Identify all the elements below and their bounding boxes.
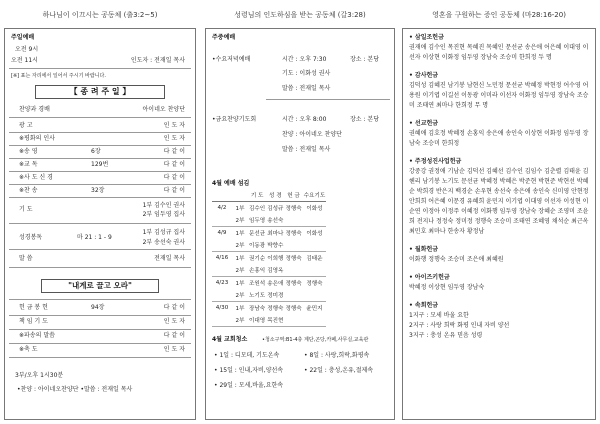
table-cell: 1부 — [235, 281, 245, 287]
prayer-label: 기 도 — [19, 206, 33, 213]
offering-names: 김덕성 김혜진 남기봉 남현신 노민정 문선균 박혜정 박현정 어수영 어용원 이기엽 이길선 이동광 이미라 이선자 이화정 임두영 장남숙 조승미 조태연 최마나 한희정 무 명 — [409, 82, 589, 109]
table-cell: 최마나 — [267, 231, 284, 237]
header-center: 성령님의 인도하심을 받는 공동체 (갈3:28) — [234, 11, 366, 19]
table-row — [212, 239, 326, 252]
wed-prayer: 기도 : 이화성 권사 — [282, 70, 331, 77]
offering-names: 권재애 김수인 목진현 목혜진 목혜인 문선균 송은애 어은혜 이대영 이선자 이상현 이화정 임두영 장남숙 조승미 한희정 두 명 — [409, 44, 589, 61]
table-cell: 2부 — [235, 218, 245, 224]
table-cell: 김수인 — [249, 206, 266, 212]
divider — [9, 329, 191, 330]
panel-title: 주중예배 — [212, 34, 236, 41]
clean-item: • 29일 : 모세,바울,요한속 — [214, 382, 284, 389]
clean-item: • 8일 : 사랑,희락,화평속 — [304, 352, 370, 359]
table-row — [212, 264, 326, 277]
table-cell: 정행숙 — [285, 231, 302, 237]
table-row — [212, 277, 326, 290]
order-leader: 인 도 자 — [163, 122, 185, 129]
order-leader: 인 도 자 — [163, 135, 185, 142]
table-cell: 이대영 — [249, 318, 266, 324]
third-service-time: 3부/오후 1시30분 — [15, 372, 64, 379]
offering-section — [409, 245, 589, 265]
divider — [9, 117, 191, 118]
offering-names: 박혜정 이상현 임두영 장남숙 — [409, 284, 485, 291]
col-offering: 헌 금 — [284, 189, 302, 202]
order-hymn: 129번 — [91, 161, 109, 168]
divider — [9, 158, 191, 159]
table-cell: 4/2 — [217, 205, 227, 211]
table-cell: 이화성 — [306, 206, 323, 212]
table-cell — [284, 264, 302, 277]
offering-section — [409, 33, 589, 63]
col-wed: 수요기도 — [303, 189, 327, 202]
fri-praise: 찬양 : 아이네오 찬양단 — [282, 131, 342, 138]
offering-names: 이화행 정행숙 조승미 조은애 최혜원 — [409, 256, 504, 263]
table-cell: 정행숙 — [285, 281, 302, 287]
clean-title: 4월 교회청소 — [212, 336, 248, 343]
wed-time: 시간 : 오후 7:30 — [282, 56, 327, 63]
order-hymn: 94장 — [91, 304, 105, 311]
order-leader: 다 같 이 — [163, 304, 185, 311]
table-cell: 4/9 — [217, 230, 227, 236]
standing-note: [※] 표는 자리에서 일어서 주시기 바랍니다. — [11, 73, 106, 79]
order-label: ※송 영 — [19, 148, 38, 155]
table-cell: 2부 — [235, 243, 245, 249]
reading-label: 성경봉독 — [19, 234, 43, 241]
table-cell: 이동광 — [249, 243, 266, 249]
offering-title: • 감사헌금 — [409, 72, 439, 79]
table-cell — [284, 289, 302, 302]
offering-section — [409, 301, 589, 341]
divider — [9, 249, 191, 250]
table-cell — [212, 239, 232, 252]
wed-place: 장소 : 본당 — [350, 56, 380, 63]
wed-word: 말씀 : 전재일 목사 — [282, 85, 331, 92]
offering-names: 1지구 : 모세 바울 요한 2지구 : 사랑 희락 화평 인내 자비 양선 3지구 : 충성 온유 믿음 성령 — [409, 312, 510, 339]
table-cell: 노기도 — [249, 293, 266, 299]
order-leader: 인 도 자 — [163, 318, 185, 325]
table-row — [212, 302, 326, 315]
offering-title: • 선교헌금 — [409, 120, 439, 127]
table-row — [212, 214, 326, 227]
table-cell: 2부 — [235, 268, 245, 274]
offering-names: 권혜애 김호정 박혜정 손홍익 송은애 송인숙 이상현 이화정 임두영 장남숙 조승미 한희정 — [409, 130, 589, 147]
divider — [9, 343, 191, 344]
table-cell — [303, 289, 327, 302]
header-left: 하나님이 이끄시는 공동체 (출3:2~5) — [42, 11, 158, 19]
order-label: ※사 도 신 경 — [19, 174, 53, 181]
table-cell — [284, 214, 302, 227]
header-right: 영혼을 구원하는 증인 공동체 (마28:16-20) — [432, 11, 566, 19]
banner-title: 【 종 려 주 일 】 — [69, 87, 131, 96]
schedule-table — [212, 189, 326, 327]
time-first: 오전 9시 — [15, 46, 39, 53]
order-label: ※평화의 인사 — [19, 135, 55, 142]
fri-time: 시간 : 오후 8:00 — [282, 116, 327, 123]
order-label: ※찬 송 — [19, 187, 38, 194]
table-cell: 1부 — [235, 306, 245, 312]
order-leader: 다 같 이 — [163, 174, 185, 181]
praise-label: 찬양과 경배 — [19, 106, 50, 113]
clean-item: • 15일 : 인내,자비,양선속 — [214, 367, 284, 374]
order-label: ※교 독 — [19, 161, 38, 168]
table-cell — [284, 314, 302, 327]
table-cell: 권기순 — [249, 256, 266, 262]
weekday-service-panel — [205, 28, 395, 420]
offering-panel — [402, 28, 596, 420]
divider — [9, 197, 191, 198]
divider — [9, 184, 191, 185]
order-leader: 인 도 자 — [163, 346, 185, 353]
table-cell: 4/23 — [215, 280, 229, 286]
table-cell: 문선균 — [249, 231, 266, 237]
order-hymn: 6장 — [91, 148, 101, 155]
table-cell: 김성규 — [267, 206, 284, 212]
sermon-preacher: 전재일 목사 — [154, 255, 185, 262]
time-second: 오전 11시 — [11, 57, 38, 64]
table-cell: 조원석 — [249, 281, 266, 287]
table-cell — [212, 289, 232, 302]
divider — [266, 99, 390, 100]
table-cell: 정미경 — [267, 293, 284, 299]
table-cell: 손홍익 — [249, 268, 266, 274]
table-cell: 정행숙 — [285, 306, 302, 312]
table-cell: 김태운 — [306, 256, 323, 262]
table-cell: 박향수 — [267, 243, 284, 249]
divider — [9, 267, 191, 268]
table-cell: 송선숙 — [267, 218, 284, 224]
preacher: 인도자 : 전재일 목사 — [130, 57, 185, 64]
table-row — [212, 252, 326, 265]
table-cell — [284, 239, 302, 252]
fri-label: •금요찬양기도회 — [212, 116, 257, 123]
order-leader: 다 같 이 — [163, 161, 185, 168]
offering-section — [409, 119, 589, 149]
order-leader: 다 같 이 — [163, 148, 185, 155]
table-row — [212, 289, 326, 302]
table-cell — [212, 314, 232, 327]
offering-names: 강중강 권정애 기남순 김덕선 김혜선 김수인 김임수 김춘렬 김태윤 김헨리 남기봉 노기도 문선균 박혜정 박혜은 박준현 박현준 박현선 박혜순 박희경 반은지 백경순 손우현 송선숙 송은애 송인숙 신미영 안현정 안희희 어은혜 이문경 유혜희 윤민지 이기엽 이대영 이선자 이성현 이순연 이정아 이정주 이혜정 이화행 임두영 장남숙 장혜순 조영미 조윤희 전지나 정정숙 정미정 정행숙 조승미 조태연 조혜영 채석순 최근옥 최민호 최마나 한송자 황정남 — [409, 168, 591, 235]
table-cell: 장남숙 — [249, 306, 266, 312]
reading-1: 1부 김성규 집사 — [142, 229, 185, 236]
table-cell — [303, 264, 327, 277]
order-label: 책 임 기 도 — [19, 318, 48, 325]
table-cell: 4/30 — [215, 305, 229, 311]
divider — [9, 299, 191, 300]
offering-title: • 속회헌금 — [409, 302, 439, 309]
praise-leader: 아이네오 찬양단 — [142, 106, 185, 113]
table-cell: 1부 — [235, 206, 245, 212]
table-cell: 김영옥 — [267, 268, 284, 274]
offering-title: • 삼일조헌금 — [409, 34, 444, 41]
prayer-2: 2부 임두영 집사 — [142, 211, 185, 218]
order-leader: 다 같 이 — [163, 187, 185, 194]
table-cell: 송은애 — [267, 281, 284, 287]
table-cell: 이희행 — [267, 256, 284, 262]
table-cell: 정행숙 — [267, 306, 284, 312]
clean-item: • 1일 : 디모데, 기도온속 — [214, 352, 280, 359]
table-cell: 정행숙 — [306, 281, 323, 287]
table-cell: 1부 — [235, 231, 245, 237]
table-cell — [212, 214, 232, 227]
wed-label: •수요저녁예배 — [212, 56, 251, 63]
offering-title: • 주정성진사업헌금 — [409, 158, 462, 165]
col-bible: 성 경 — [266, 189, 284, 202]
clean-item: • 22일 : 충성,온유,절제속 — [304, 367, 374, 374]
fri-place: 장소 : 본당 — [350, 116, 380, 123]
offering-title: • 아이즈키헌금 — [409, 274, 450, 281]
offering-section — [409, 71, 589, 111]
table-cell — [212, 264, 232, 277]
divider — [9, 223, 191, 224]
col-prayer: 기 도 — [248, 189, 266, 202]
table-cell: 2부 — [235, 318, 245, 324]
table-cell: 2부 — [235, 293, 245, 299]
order-label: 광 고 — [19, 122, 33, 129]
table-row — [212, 202, 326, 215]
divider — [9, 68, 191, 69]
divider — [9, 315, 191, 316]
table-cell: 1부 — [235, 256, 245, 262]
order-leader: 다 같 이 — [163, 332, 185, 339]
divider — [9, 171, 191, 172]
third-service-info: •찬양 : 아이네오찬양단 •말씀 : 전재일 목사 — [17, 386, 133, 393]
order-label: ※축 도 — [19, 346, 38, 353]
table-row — [212, 227, 326, 240]
sermon-label: 말 씀 — [19, 255, 33, 262]
sunday-service-panel — [4, 28, 196, 420]
table-cell: 정행숙 — [285, 206, 302, 212]
reading-2: 2부 송선숙 권사 — [142, 239, 185, 246]
schedule-title: 4월 예배 섬김 — [212, 180, 250, 187]
divider — [9, 132, 191, 133]
table-cell: 4/16 — [215, 255, 229, 261]
panel-title: 주일예배 — [11, 34, 35, 41]
offering-section — [409, 273, 589, 293]
prayer-1: 1부 김수인 권사 — [142, 202, 185, 209]
fri-word: 말씀 : 전재일 목사 — [282, 146, 331, 153]
order-label: ※파송의 말씀 — [19, 332, 55, 339]
table-cell: 정행숙 — [285, 256, 302, 262]
table-row — [212, 314, 326, 327]
divider — [9, 357, 191, 358]
offering-title: • 월화헌금 — [409, 246, 439, 253]
order-hymn: 32장 — [91, 187, 105, 194]
sermon-title: "내게로 끌고 오라" — [68, 281, 132, 290]
table-cell: 윤민지 — [306, 306, 323, 312]
table-cell — [303, 214, 327, 227]
reading-ref: 마 21 : 1 - 9 — [77, 234, 112, 241]
divider — [9, 145, 191, 146]
table-cell: 목진현 — [267, 318, 284, 324]
table-cell: 이화성 — [306, 231, 323, 237]
offering-section — [409, 157, 589, 237]
table-cell: 임두영 — [249, 218, 266, 224]
table-cell — [303, 239, 327, 252]
order-label: 헌 금 봉 헌 — [19, 304, 48, 311]
clean-note: •청소구역:B1-4층 계단,곤당,카페,사무실,교육관 — [262, 337, 369, 343]
table-cell — [303, 314, 327, 327]
